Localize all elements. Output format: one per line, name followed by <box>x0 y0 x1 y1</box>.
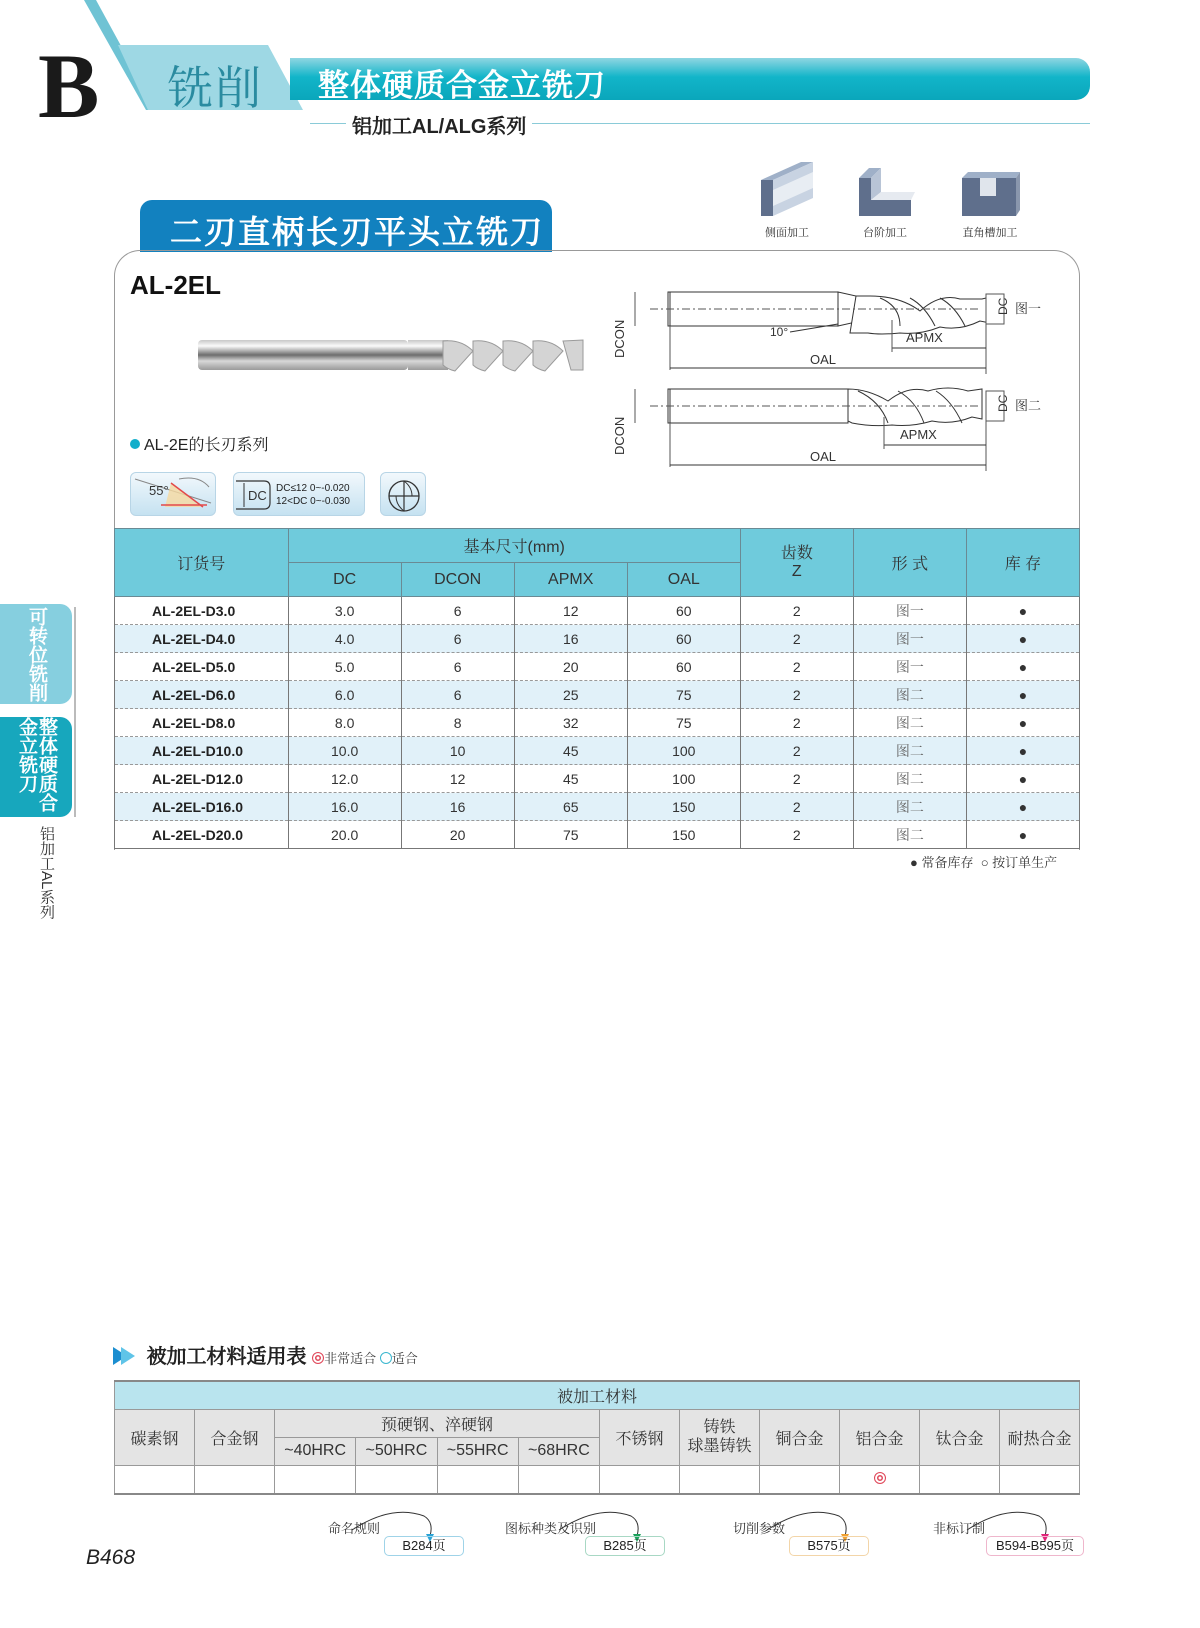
form-value: 图二 <box>853 793 966 821</box>
order-code: AL-2EL-D5.0 <box>115 653 289 681</box>
table-row <box>115 793 1080 821</box>
dcon-value: 10 <box>401 737 514 765</box>
double-arrow-icon <box>113 1347 141 1365</box>
table-row <box>115 681 1080 709</box>
svg-text:图二: 图二 <box>1015 398 1042 413</box>
cell-55hrc <box>437 1465 518 1494</box>
dcon-value: 16 <box>401 793 514 821</box>
step-milling-icon <box>855 160 915 218</box>
teeth-value: 2 <box>740 625 853 653</box>
dc-value: 3.0 <box>288 597 401 625</box>
diameter-tolerance-badge <box>233 472 365 516</box>
col-carbon-steel: 碳素钢 <box>115 1409 195 1465</box>
teeth-value: 2 <box>740 821 853 849</box>
series-note-text: AL-2E的长刃系列 <box>144 437 269 454</box>
tolerance-line-1: DC≤12 0~-0.020 <box>276 483 350 494</box>
stock-legend <box>910 852 1057 871</box>
svg-text:DCON: DCON <box>612 416 627 455</box>
teeth-value: 2 <box>740 681 853 709</box>
svg-text:DC: DC <box>248 488 267 503</box>
ref-custom-order[interactable] <box>933 1518 1075 1553</box>
form-value: 图一 <box>853 597 966 625</box>
side-milling-icon <box>757 160 817 218</box>
diameter-icon <box>234 473 274 517</box>
stock-indicator: ● <box>966 793 1079 821</box>
oal-value: 60 <box>627 653 740 681</box>
col-form: 形 式 <box>853 529 966 597</box>
suitability-row <box>115 1465 1080 1494</box>
apmx-value: 16 <box>514 625 627 653</box>
form-value: 图二 <box>853 821 966 849</box>
oal-value: 60 <box>627 625 740 653</box>
dcon-value: 6 <box>401 681 514 709</box>
cell-heat <box>1000 1465 1080 1494</box>
series-subtitle: 铝加工AL/ALG系列 <box>346 110 532 139</box>
cell-aluminum <box>840 1465 920 1494</box>
col-order-no: 订货号 <box>115 529 289 597</box>
tolerance-line-2: 12<DC 0~-0.030 <box>276 496 350 507</box>
form-value: 图二 <box>853 765 966 793</box>
col-basic-dims: 基本尺寸(mm) <box>288 529 740 563</box>
col-copper-alloy: 铜合金 <box>760 1409 840 1465</box>
technical-drawing <box>612 290 1050 480</box>
ref-label: 切削参数 <box>733 1521 786 1536</box>
page-title: 整体硬质合金立铣刀 <box>318 68 606 103</box>
svg-text:10°: 10° <box>770 325 789 339</box>
side-nav-rule <box>74 607 76 817</box>
ref-label: 图标种类及识别 <box>505 1521 597 1536</box>
product-section-title: 二刃直柄长刃平头立铣刀 <box>170 214 545 250</box>
order-code: AL-2EL-D16.0 <box>115 793 289 821</box>
order-code: AL-2EL-D4.0 <box>115 625 289 653</box>
col-cast-iron-2: 球墨铸铁 <box>687 1438 752 1455</box>
apmx-value: 45 <box>514 765 627 793</box>
dc-value: 5.0 <box>288 653 401 681</box>
material-table-title <box>113 1340 418 1369</box>
dcon-value: 12 <box>401 765 514 793</box>
teeth-value: 2 <box>740 765 853 793</box>
dcon-value: 6 <box>401 597 514 625</box>
oal-value: 75 <box>627 681 740 709</box>
material-group-header: 被加工材料 <box>115 1381 1080 1409</box>
table-row <box>115 653 1080 681</box>
cell-68hrc <box>518 1465 599 1494</box>
endmill-photo <box>198 338 584 372</box>
curved-arrow-icon <box>943 1506 1053 1536</box>
oal-value: 100 <box>627 765 740 793</box>
col-stainless: 不锈钢 <box>600 1409 680 1465</box>
col-titanium-alloy: 钛合金 <box>920 1409 1000 1465</box>
dc-value: 8.0 <box>288 709 401 737</box>
svg-text:DC: DC <box>996 297 1010 315</box>
col-heat-resistant-alloy: 耐热合金 <box>1000 1409 1080 1465</box>
stock-indicator: ● <box>966 737 1079 765</box>
order-code: AL-2EL-D8.0 <box>115 709 289 737</box>
col-dc: DC <box>288 563 401 597</box>
ref-page-link[interactable]: B284页 <box>384 1536 464 1556</box>
series-note <box>130 432 268 455</box>
legend-suitable: 适合 <box>391 1351 418 1366</box>
order-code: AL-2EL-D12.0 <box>115 765 289 793</box>
side-tab-solid-carbide-endmill[interactable]: 整体硬质合金立铣刀 <box>0 717 72 817</box>
processing-slot-label: 直角槽加工 <box>962 227 1018 239</box>
ref-naming-rules[interactable] <box>328 1518 446 1553</box>
apmx-value: 65 <box>514 793 627 821</box>
order-code: AL-2EL-D3.0 <box>115 597 289 625</box>
apmx-value: 32 <box>514 709 627 737</box>
processing-step-label: 台阶加工 <box>863 227 907 239</box>
slot-milling-icon <box>960 160 1020 218</box>
ref-page-link[interactable]: B575页 <box>789 1536 869 1556</box>
col-teeth-label: 齿数 <box>780 544 813 562</box>
form-value: 图一 <box>853 625 966 653</box>
two-flute-section-icon <box>381 473 427 517</box>
col-55hrc: ~55HRC <box>437 1437 518 1465</box>
apmx-value: 25 <box>514 681 627 709</box>
model-name: AL-2EL <box>130 270 221 300</box>
stock-indicator: ● <box>966 709 1079 737</box>
legend-in-stock: ● 常备库存 <box>910 855 974 870</box>
dc-value: 20.0 <box>288 821 401 849</box>
drawing-fig1 <box>612 292 1041 374</box>
cell-50hrc <box>356 1465 437 1494</box>
col-stock: 库 存 <box>966 529 1079 597</box>
cell-copper <box>760 1465 840 1494</box>
ref-label: 非标订制 <box>933 1521 986 1536</box>
processing-side <box>742 160 832 240</box>
col-alloy-steel: 合金钢 <box>195 1409 275 1465</box>
col-50hrc: ~50HRC <box>356 1437 437 1465</box>
table-row <box>115 625 1080 653</box>
col-cast-iron <box>680 1409 760 1465</box>
specification-table <box>114 528 1080 849</box>
side-tab-indexable-milling[interactable]: 可转位铣削 <box>0 604 72 704</box>
processing-side-label: 侧面加工 <box>765 227 809 239</box>
dcon-value: 6 <box>401 653 514 681</box>
oal-value: 60 <box>627 597 740 625</box>
processing-step <box>840 160 930 240</box>
apmx-value: 75 <box>514 821 627 849</box>
svg-text:APMX: APMX <box>906 330 943 345</box>
legend-made-to-order: ○ 按订单生产 <box>980 855 1058 870</box>
apmx-value: 20 <box>514 653 627 681</box>
helix-angle-icon <box>131 473 217 517</box>
svg-text:OAL: OAL <box>810 449 837 464</box>
suitable-icon <box>380 1352 392 1364</box>
tolerance-text <box>276 482 350 508</box>
col-hardened-steel: 预硬钢、淬硬钢 <box>275 1409 600 1437</box>
stock-indicator: ● <box>966 653 1079 681</box>
cell-cast-iron <box>680 1465 760 1494</box>
oal-value: 75 <box>627 709 740 737</box>
svg-text:OAL: OAL <box>810 352 837 367</box>
col-dcon: DCON <box>401 563 514 597</box>
teeth-value: 2 <box>740 737 853 765</box>
drawing-fig2 <box>612 388 1041 471</box>
ref-label: 命名规则 <box>328 1521 381 1536</box>
bullet-icon <box>130 439 140 449</box>
stock-indicator: ● <box>966 681 1079 709</box>
cell-stainless <box>600 1465 680 1494</box>
col-aluminum-alloy: 铝合金 <box>840 1409 920 1465</box>
curved-arrow-icon <box>535 1506 665 1536</box>
table-row <box>115 597 1080 625</box>
stock-indicator: ● <box>966 821 1079 849</box>
flute-count-badge <box>380 472 426 516</box>
form-value: 图二 <box>853 681 966 709</box>
table-row <box>115 737 1080 765</box>
dcon-value: 6 <box>401 625 514 653</box>
very-suitable-icon <box>312 1352 324 1364</box>
section-letter: B <box>38 35 100 137</box>
helix-angle-badge <box>130 472 216 516</box>
svg-text:图一: 图一 <box>1015 301 1042 316</box>
oal-value: 150 <box>627 821 740 849</box>
ref-cutting-params[interactable] <box>733 1518 851 1553</box>
dc-value: 4.0 <box>288 625 401 653</box>
stock-indicator: ● <box>966 625 1079 653</box>
cell-carbon <box>115 1465 195 1494</box>
cell-alloy <box>195 1465 275 1494</box>
dc-value: 12.0 <box>288 765 401 793</box>
curved-arrow-icon <box>743 1506 853 1536</box>
side-sub-label: 铝加工AL系列 <box>38 826 55 920</box>
teeth-value: 2 <box>740 597 853 625</box>
col-teeth-symbol: Z <box>791 562 802 580</box>
oal-value: 100 <box>627 737 740 765</box>
ref-page-link[interactable]: B285页 <box>585 1536 665 1556</box>
table-row <box>115 765 1080 793</box>
table-row <box>115 709 1080 737</box>
form-value: 图二 <box>853 737 966 765</box>
material-legend <box>312 1351 418 1366</box>
apmx-value: 45 <box>514 737 627 765</box>
oal-value: 150 <box>627 793 740 821</box>
order-code: AL-2EL-D20.0 <box>115 821 289 849</box>
teeth-value: 2 <box>740 653 853 681</box>
dc-value: 6.0 <box>288 681 401 709</box>
form-value: 图一 <box>853 653 966 681</box>
category-label: 铣削 <box>167 62 263 114</box>
form-value: 图二 <box>853 709 966 737</box>
svg-text:DCON: DCON <box>612 319 627 358</box>
col-40hrc: ~40HRC <box>275 1437 356 1465</box>
dcon-value: 20 <box>401 821 514 849</box>
dcon-value: 8 <box>401 709 514 737</box>
svg-text:DC: DC <box>996 394 1010 412</box>
order-code: AL-2EL-D6.0 <box>115 681 289 709</box>
legend-very-suitable: 非常适合 <box>324 1351 377 1366</box>
cell-40hrc <box>275 1465 356 1494</box>
svg-text:APMX: APMX <box>900 427 937 442</box>
material-title-text: 被加工材料适用表 <box>146 1346 307 1368</box>
col-teeth <box>740 529 853 597</box>
svg-text:55°: 55° <box>149 483 169 498</box>
processing-slot <box>945 160 1035 240</box>
teeth-value: 2 <box>740 709 853 737</box>
col-cast-iron-1: 铸铁 <box>703 1419 736 1436</box>
table-row <box>115 821 1080 849</box>
order-code: AL-2EL-D10.0 <box>115 737 289 765</box>
curved-arrow-icon <box>328 1506 438 1536</box>
very-suitable-icon <box>874 1472 886 1484</box>
teeth-value: 2 <box>740 793 853 821</box>
dc-value: 16.0 <box>288 793 401 821</box>
col-oal: OAL <box>627 563 740 597</box>
dc-value: 10.0 <box>288 737 401 765</box>
apmx-value: 12 <box>514 597 627 625</box>
stock-indicator: ● <box>966 765 1079 793</box>
ref-page-link[interactable]: B594-B595页 <box>986 1536 1084 1556</box>
col-apmx: APMX <box>514 563 627 597</box>
cell-titanium <box>920 1465 1000 1494</box>
col-68hrc: ~68HRC <box>518 1437 599 1465</box>
stock-indicator: ● <box>966 597 1079 625</box>
page-number: B468 <box>86 1546 136 1569</box>
ref-icon-types[interactable] <box>505 1518 647 1553</box>
material-suitability-table <box>114 1380 1080 1495</box>
